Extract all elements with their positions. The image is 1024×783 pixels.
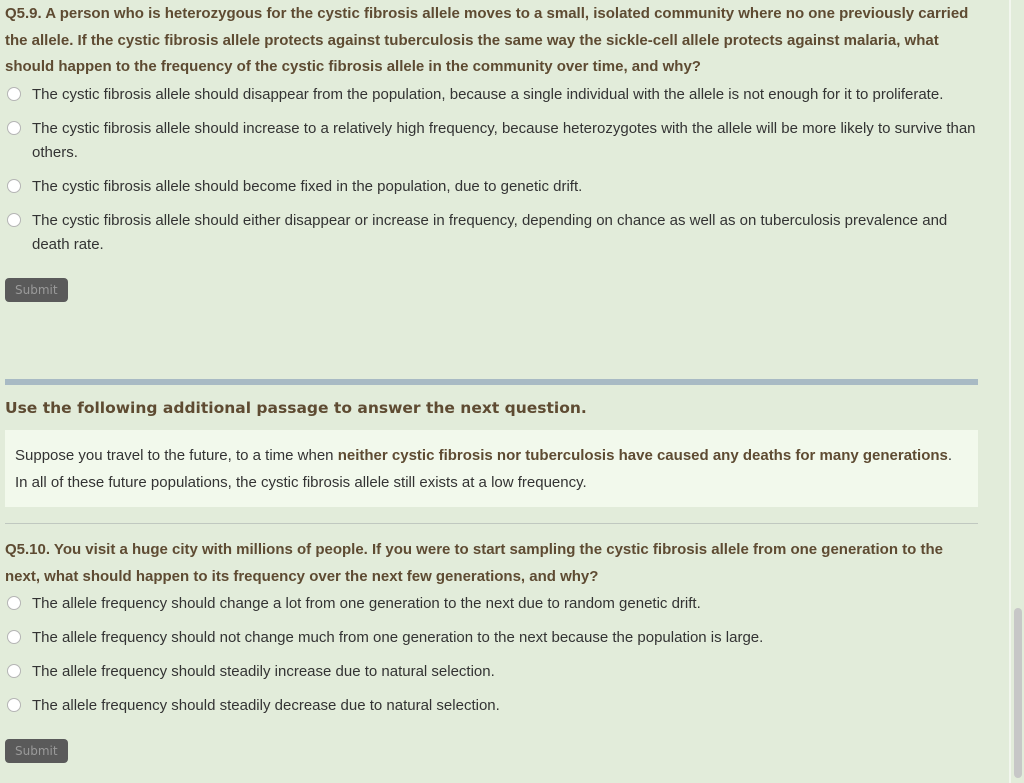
q5-10-option-2[interactable]	[5, 626, 978, 650]
q5-9-option-4[interactable]	[5, 209, 978, 257]
q5-9-option-1[interactable]	[5, 83, 978, 107]
passage-box	[5, 430, 978, 507]
q5-10-options	[5, 592, 978, 718]
section-divider	[5, 379, 978, 385]
q5-9-submit-button[interactable]: Submit	[5, 278, 68, 302]
radio-button[interactable]	[7, 213, 21, 227]
radio-button[interactable]	[7, 698, 21, 712]
q5-10-option-4[interactable]	[5, 694, 978, 718]
option-label: The cystic fibrosis allele should increase to a relatively high frequency, because heterozygotes with the allele will be more likely to survive than others.	[32, 119, 976, 161]
passage-text-end: . In all of these future populations, the cystic fibrosis allele still exists at a low frequency.	[15, 447, 953, 491]
passage-divider	[5, 523, 978, 524]
radio-button[interactable]	[7, 179, 21, 193]
q5-9-option-3[interactable]	[5, 175, 978, 199]
option-label: The cystic fibrosis allele should disappear from the population, because a single individual with the allele is not enough for it to proliferate.	[32, 85, 944, 103]
question-5-10: Q5.10. You visit a huge city with millions of people. If you were to start sampling the cystic fibrosis allele from one generation to the next, what should happen to its frequency over the next few generations, and why?	[5, 541, 943, 585]
radio-button[interactable]	[7, 596, 21, 610]
question-5-9: Q5.9. A person who is heterozygous for the cystic fibrosis allele moves to a small, isolated community where no one previously carried the allele. If the cystic fibrosis allele protects against tuberculosis the same way the sickle-cell allele protects against malaria, what should happen to the frequency of the cystic fibrosis allele in the community over time, and why?	[5, 5, 969, 75]
q5-10-option-1[interactable]	[5, 592, 978, 616]
option-label: The allele frequency should change a lot from one generation to the next due to random genetic drift.	[32, 595, 701, 612]
option-label: The allele frequency should steadily increase due to natural selection.	[32, 663, 495, 680]
radio-button[interactable]	[7, 664, 21, 678]
option-label: The cystic fibrosis allele should either disappear or increase in frequency, depending on chance as well as on tuberculosis prevalence and death rate.	[32, 211, 948, 253]
q5-10-submit-button[interactable]: Submit	[5, 739, 68, 763]
option-label: The allele frequency should steadily decrease due to natural selection.	[32, 697, 500, 714]
q5-9-option-2[interactable]	[5, 117, 978, 165]
radio-button[interactable]	[7, 121, 21, 135]
radio-button[interactable]	[7, 87, 21, 101]
passage-text-bold: neither cystic fibrosis nor tuberculosis have caused any deaths for many generations	[337, 447, 948, 464]
passage-text-start: Suppose you travel to the future, to a time when	[15, 447, 338, 464]
q5-10-option-3[interactable]	[5, 660, 978, 684]
scrollbar-thumb[interactable]	[1014, 608, 1022, 778]
q5-9-options	[5, 83, 978, 257]
passage-heading: Use the following additional passage to answer the next question.	[5, 399, 587, 417]
radio-button[interactable]	[7, 630, 21, 644]
option-label: The allele frequency should not change much from one generation to the next because the population is large.	[32, 629, 764, 646]
option-label: The cystic fibrosis allele should become fixed in the population, due to genetic drift.	[32, 177, 583, 195]
